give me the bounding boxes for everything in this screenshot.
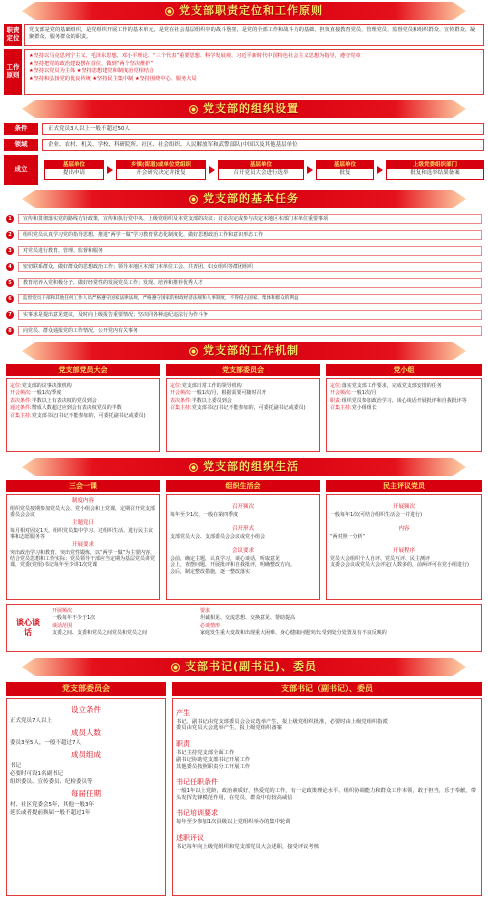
subheading: 成员人数 (71, 727, 101, 737)
principle-item: ★坚持把党的政治建设摆在首位，做到“两个坚决维护” (29, 60, 154, 67)
founding-step (218, 160, 304, 180)
task-number: 6 (6, 295, 14, 303)
subheading: 召开形式 (231, 526, 254, 533)
task-item: 宣传和贯彻落实党的路线方针政策，宣传和执行党中央、上级党组织及本党支部的决议；讨论决定或参与决定本地区本部门本单位重要事项 (18, 214, 482, 224)
subheading: 产生 (176, 708, 190, 717)
step-action: 召开党员大会进行选举 (219, 169, 303, 179)
body-text: 家庭发生重大变故和出现重大困难、身心健康问题突出;受到处分处置及有不良反映的 (200, 630, 387, 637)
principle-item: ★坚持和弘扬党的优良传统 ★坚持民主集中制 ★坚持围绕中心、服务大局 (29, 75, 197, 82)
founding-step (44, 160, 104, 180)
secretary-header: 支部书记（副书记）、委员 (172, 682, 482, 696)
member-review-box (326, 494, 482, 600)
role-label: 职责定位 (4, 24, 22, 46)
arrow-right-icon (209, 166, 215, 174)
field-value: 一般1次/月，根据需要可随时召开 (191, 390, 267, 397)
body-text: 每年至少参加1次县级以上党组织举办的集中轮训 (176, 819, 291, 826)
body-text: 村、社区党委会5年，其他一般3年 (10, 801, 94, 808)
party-emblem-icon (189, 105, 198, 114)
subheading: 每届任期 (71, 788, 101, 798)
subheading: 开展要求 (71, 541, 94, 548)
task-item: 组织党员认真学习党的指导思想，推进“两学一做”学习教育常态化制度化，做好思想政治工作和意识形态工作 (18, 230, 482, 240)
task-item: 密切联系群众，做好群众的思想政治工作；领导本地区本部门本单位工会、共青团、妇女组织等群团组织 (18, 262, 482, 272)
life-meeting-box (166, 494, 320, 600)
body-text: 突出政治学习和教育，突出党性锻炼，以“两学一做”为主要内容，结合党员思想和工作实际；党员领导干部应当定期为基层党员讲党课，党委(党组)书记每年至少讲1次党课 (10, 549, 156, 569)
body-text: 一般1年以上党龄，政治素质好，热爱党的工作，有一定政策理论水平、组织协调能力和群众工作本领，敢于担当，乐于奉献，带头发挥先锋模范作用，在党员、群众中有较高威信 (176, 787, 476, 801)
body-text: 坦诚相见、交流思想、交换意见、帮助提高 (200, 615, 296, 622)
group-box (326, 378, 482, 452)
step-unit: 基层单位 (219, 161, 303, 169)
subheading: 内容 (398, 526, 410, 533)
task-number: 1 (6, 215, 14, 223)
subheading: 主题党日 (71, 519, 94, 526)
subheading: 成员组成 (71, 750, 101, 760)
field-value: 组织党员参加政治学习、谈心谈话开展批评和自我批评等 (341, 397, 467, 404)
field-key: 表决条件: (10, 397, 32, 404)
subheading: 开展频次 (52, 608, 73, 614)
field-value: 一般1次/季度 (31, 390, 62, 397)
task-number: 2 (6, 231, 14, 239)
party-emblem-icon (171, 663, 180, 672)
task-number: 4 (6, 263, 14, 271)
three-meetings-header: 三会一课 (6, 480, 160, 492)
field-key: 表决条件: (170, 397, 192, 404)
step-unit: 基层单位 (317, 161, 373, 169)
step-unit: 上级党委组织部门 (387, 161, 483, 169)
task-item: 监督党员干部和其他任何工作人员严格遵守国家法律法规，严格遵守国家的财政经济法规和人事制度，不得侵占国家、集体和群众的利益 (18, 294, 482, 304)
subheading: 开展频次 (392, 504, 415, 511)
subheading: 召开频次 (231, 504, 254, 511)
secretary-box (172, 698, 482, 896)
field-value: 党支部书记(书记不能参加的，可委托副书记或委员) (191, 405, 306, 412)
task-number: 3 (6, 247, 14, 255)
field-key: 开会频次: (170, 390, 192, 397)
section-title: 党支部职责定位和工作原则 (179, 3, 323, 17)
condition-text: 正式党员3人以上一般不超过50人 (42, 123, 484, 135)
body-text: 一般每年不少于1次 (52, 615, 96, 622)
subheading: 开展程序 (392, 548, 415, 555)
section-title: 支部书记(副书记)、委员 (184, 659, 318, 673)
field-key: 定位: (330, 383, 342, 389)
founding-step (116, 160, 206, 180)
subheading: 要求 (200, 608, 211, 614)
field-value: 党支部的议事决策机构 (21, 383, 72, 389)
body-text: 委员3至5人，一般不超过7人 (10, 740, 81, 747)
task-number: 8 (6, 327, 14, 335)
arrow-right-icon (377, 166, 383, 174)
party-emblem-icon (165, 7, 174, 16)
section-title: 党支部的工作机制 (203, 343, 299, 357)
subheading: 会议要求 (231, 548, 254, 555)
principle-label: 工作原则 (4, 49, 22, 95)
banner-org-setup (22, 100, 466, 118)
task-item: 实事求是提出意见建议，及时向上级报告重要情况；坚决同各种违纪违法行为作斗争 (18, 310, 482, 320)
field-key: 开会频次: (330, 390, 352, 397)
principle-item: ★坚持以马克思列宁主义、毛泽东思想、邓小平理论、“三个代表”重要思想、科学发展观、习近平新时代中国特色社会主义思想为指导，遵守党章 (29, 53, 361, 59)
task-item: 对党员进行教育、管理、监督和服务 (18, 246, 482, 256)
party-emblem-icon (189, 463, 198, 472)
field-value: 半数以上委员到会 (191, 397, 232, 404)
field-value: 赞成人数超过应到会有表决权党员的半数 (31, 405, 122, 412)
field-value: 一般1次/月 (351, 390, 377, 397)
body-text: 党员大会组织个人自评、党员互评、民主测评 支委会会议或党员大会评定(人数多的，前两评可在党小组进行) (330, 556, 469, 569)
subheading: 制度内容 (71, 498, 94, 504)
body-text: 书记主持党支部全面工作 副书记协助党支部书记开展工作 其他委员按照职责分工开展工作 (176, 749, 251, 770)
body-text: 延长或者提前换届一般不超过1年 (10, 809, 91, 816)
body-text: 支委之间、支委和党员之间党员和党员之间 (52, 630, 148, 637)
arrow-right-icon (307, 166, 313, 174)
committee-box (166, 378, 320, 452)
task-number: 5 (6, 279, 14, 287)
role-text: 党支部是党的基础组织，是党组织开展工作的基本单元，是党在社会基层组织中的战斗堡垒，是党的全部工作和战斗力的基础，担负直接教育党员、管理党员、监督党员和组织群众、宣传群众、凝聚群众、服务群众的职责。 (24, 24, 484, 46)
step-action: 开会研究决定并批复 (117, 169, 205, 179)
task-item: 教育培养入党积极分子，做好经常性的发展党员工作；发现、培养和推荐优秀人才 (18, 278, 482, 288)
banner-basic-tasks (22, 190, 466, 208)
principle-item: ★坚持以党员为主体 ★坚持思想建党和制度治党相结合 (29, 68, 155, 75)
body-text: 组织委员、宣传委员、纪检委员等 (10, 778, 93, 785)
party-emblem-icon (189, 195, 198, 204)
field-value: 落实党支部工作要求，完成党支部安排的任务 (341, 383, 442, 389)
founding-step (386, 160, 484, 180)
subheading: 书记任职条件 (176, 778, 218, 787)
banner-work-mechanism (22, 342, 466, 360)
task-item: 向党员、群众通报党的工作情况，公开党内有关事务 (18, 326, 482, 336)
assembly-box (6, 378, 160, 452)
group-header: 党小组 (326, 364, 482, 376)
field-key: 通过条件: (10, 405, 32, 412)
step-unit: 基层单位 (45, 161, 103, 169)
step-action: 提出申请 (45, 169, 103, 179)
body-text: 每年至少1次，一般在第四季度 (170, 512, 239, 519)
body-text: 组织党员按期参加党员大会、党小组会和上党课，定期召开党支部委员会会议 (10, 506, 156, 519)
task-number: 7 (6, 311, 14, 319)
body-text: 正式党员7人以上 (10, 717, 52, 724)
heart-talk-right (200, 608, 476, 638)
body-text: 支部党员大会、支部委员会会议或党小组会 (170, 534, 266, 541)
body-text: “两对照一分析” (330, 534, 366, 541)
condition-label: 条件 (4, 123, 38, 135)
banner-secretary (22, 658, 466, 676)
field-text: 企业、农村、机关、学校、科研院所、社区、社会组织、人民解放军和武警部队(中国以及其他基层单位 (42, 139, 484, 151)
heart-talk-left (52, 608, 192, 638)
subheading: 必谈情形 (200, 622, 221, 629)
subheading: 书记培训要求 (176, 809, 218, 818)
founding-label: 成立 (4, 155, 38, 185)
committee-setup-box (6, 698, 166, 896)
field-value: 党支部书记(书记不能参加的，可委托副书记或委员) (31, 412, 146, 419)
field-key: 定位: (170, 383, 182, 389)
heart-talk-label: 谈心谈话 (16, 617, 40, 637)
step-unit: 乡镇(街道)或单位党组织 (117, 161, 205, 169)
subheading: 设立条件 (71, 705, 101, 714)
principle-list (24, 49, 484, 95)
assembly-header: 党支部党员大会 (6, 364, 160, 376)
body-text: 必要时可设1名副书记 (10, 770, 63, 777)
life-meeting-header: 组织生活会 (166, 480, 320, 492)
three-meetings-box (6, 494, 160, 600)
member-review-header: 民主评议党员 (326, 480, 482, 492)
body-text: 书记每年向上级党组织和党支部党员大会述职，接受评议考核 (176, 843, 320, 850)
field-key: 开会频次: (10, 390, 32, 397)
body-text: 一般每年1次(可结合组织生活会一并进行) (330, 512, 423, 519)
banner-org-life (22, 458, 466, 476)
arrow-right-icon (107, 166, 113, 174)
field-value: 党小组组长 (351, 405, 377, 412)
field-key: 定位: (10, 383, 22, 389)
section-title: 党支部的组织设置 (203, 101, 299, 115)
field-value: 半数以上有表决权的党员到会 (31, 397, 97, 404)
subheading: 谈话范围 (52, 622, 73, 629)
field-key: 召集主持: (10, 412, 32, 419)
field-value: 党支部日常工作的领导机构 (181, 383, 242, 389)
field-label: 领域 (4, 139, 38, 151)
body-text: 书记、副书记由党支部委员会会议选举产生，报上级党组织批准，必要时由上级党组织指派 委员由党员大会选举产生，报上级党组织备案 (176, 718, 388, 732)
subheading: 述职评议 (176, 833, 204, 842)
party-emblem-icon (189, 347, 198, 356)
field-key: 召集主持: (170, 405, 192, 412)
body-text: 会前，确定主题，认真学习，谈心谈话，听取意见 会上，查摆问题，开展批评和自我批评，明确整改方向。 会后，制定整改措施，逐一整改落实 (170, 556, 296, 575)
subheading: 职责 (176, 740, 190, 749)
step-action: 批复和选举结果备案 (387, 169, 483, 179)
committee-header: 党支部委员会 (166, 364, 320, 376)
step-action: 批复 (317, 169, 373, 179)
founding-step (316, 160, 374, 180)
body-text: 书记 (10, 762, 22, 769)
banner-duties (22, 2, 466, 20)
field-key: 职责: (330, 397, 342, 404)
section-title: 党支部的组织生活 (203, 459, 299, 473)
body-text: 每月相对固定1天，组织党员集中学习、过组织生活、进行民主议事和志愿服务等 (10, 527, 154, 541)
section-title: 党支部的基本任务 (203, 191, 299, 205)
committee-setup-header: 党支部委员会 (6, 682, 166, 696)
field-key: 召集主持: (330, 405, 352, 412)
